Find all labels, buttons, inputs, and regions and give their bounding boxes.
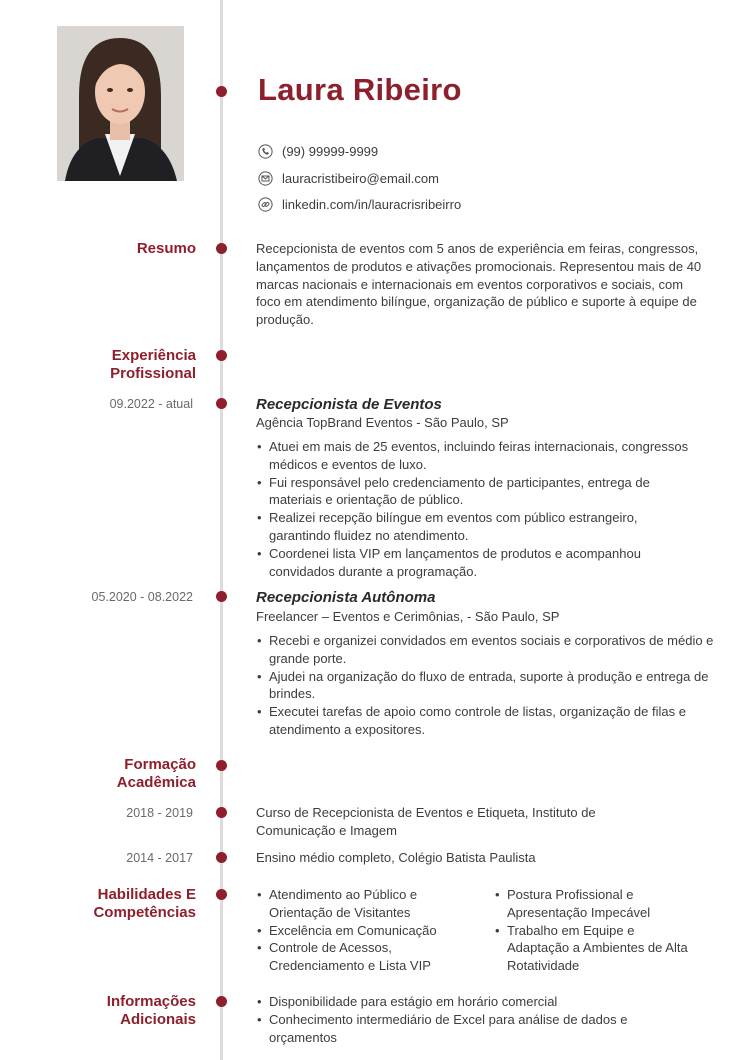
additional-list [256, 993, 676, 1046]
list-item: • Atendimento ao Público e Orientação de Visitantes [256, 886, 476, 922]
timeline-dot-summary [216, 243, 227, 254]
contact-email[interactable] [258, 171, 439, 186]
job-2-bullets [256, 632, 716, 739]
experience-title-line1: Experiência [111, 347, 196, 364]
contact-phone[interactable] [258, 144, 378, 159]
contact-email-text: lauracristibeiro@email.com [282, 171, 439, 186]
timeline-line [220, 0, 223, 1060]
job-1-bullets [256, 438, 696, 580]
job-2-title: Recepcionista Autônoma [256, 589, 436, 606]
list-item: • Ajudei na organização do fluxo de entrada, suporte à produção e entrega de brindes. [256, 668, 716, 704]
additional-title-line2: Adicionais [120, 1011, 196, 1028]
timeline-dot-edu-1 [216, 807, 227, 818]
timeline-dot-additional [216, 996, 227, 1007]
job-1-date: 09.2022 - atual [109, 397, 193, 411]
contact-linkedin[interactable] [258, 197, 461, 212]
list-item: • Recebi e organizei convidados em eventos sociais e corporativos de médio e grande porte. [256, 632, 716, 668]
contact-linkedin-text: linkedin.com/in/lauracrisribeirro [282, 197, 462, 212]
education-title-line1: Formação [124, 756, 196, 773]
list-item: • Atuei em mais de 25 eventos, incluindo feiras internacionais, congressos médicos e eventos de luxo. [256, 438, 696, 474]
experience-title-line2: Profissional [110, 365, 196, 382]
list-item: • Coordenei lista VIP em lançamentos de produtos e acompanhou convidados durante a programação. [256, 545, 696, 581]
profile-photo [57, 26, 184, 181]
summary-title-text: Resumo [136, 240, 196, 257]
edu-2-date: 2014 - 2017 [126, 851, 193, 865]
list-item: • Excelência em Comunicação [256, 922, 476, 940]
section-title-summary [137, 240, 196, 258]
skills-col-2 [494, 886, 694, 975]
timeline-dot-edu-2 [216, 852, 227, 863]
summary-text: Recepcionista de eventos com 5 anos de experiência em feiras, congressos, lançamentos de produtos e ativações promocionais. Representou mais de 40 marcas nacionais e internacionais em eventos corporativos e sociais, com foco em atendimento bilíngue, organização de público e suporte à equipe de produção. [256, 241, 702, 328]
additional-title-line1: Informações [106, 993, 196, 1010]
section-title-additional [107, 993, 196, 1029]
edu-2-text: Ensino médio completo, Colégio Batista Paulista [256, 850, 536, 865]
edu-1-text: Curso de Recepcionista de Eventos e Etiqueta, Instituto de Comunicação e Imagem [256, 805, 596, 838]
timeline-dot-job-1 [216, 398, 227, 409]
section-title-skills [93, 886, 196, 922]
job-2-date: 05.2020 - 08.2022 [91, 590, 193, 604]
section-title-education [117, 756, 196, 792]
list-item: • Controle de Acessos, Credenciamento e Lista VIP [256, 939, 476, 975]
list-item: • Executei tarefas de apoio como controle de listas, organização de filas e atendimento a expositores. [256, 703, 716, 739]
list-item: • Postura Profissional e Apresentação Impecável [494, 886, 694, 922]
education-title-line2: Acadêmica [116, 774, 196, 791]
skills-col-1 [256, 886, 476, 975]
edu-1-date: 2018 - 2019 [126, 806, 193, 820]
phone-icon [258, 144, 273, 159]
job-1-company: Agência TopBrand Eventos - São Paulo, SP [256, 415, 509, 430]
contact-phone-text: (99) 99999-9999 [282, 144, 379, 159]
skills-title-line2: Competências [93, 904, 196, 921]
skills-title-line1: Habilidades E [97, 886, 196, 903]
timeline-dot-experience [216, 350, 227, 361]
job-2-company: Freelancer – Eventos e Cerimônias, - São Paulo, SP [256, 609, 560, 624]
timeline-dot-skills [216, 889, 227, 900]
list-item: • Conhecimento intermediário de Excel para análise de dados e orçamentos [256, 1011, 676, 1047]
list-item: • Trabalho em Equipe e Adaptação a Ambientes de Alta Rotatividade [494, 922, 694, 975]
list-item: • Disponibilidade para estágio em horário comercial [256, 993, 676, 1011]
section-title-experience [110, 347, 196, 383]
timeline-dot-education [216, 760, 227, 771]
candidate-name: Laura Ribeiro [258, 72, 462, 107]
list-item: • Realizei recepção bilíngue em eventos com público estrangeiro, garantindo fluidez no atendimento. [256, 509, 696, 545]
timeline-dot-name [216, 86, 227, 97]
link-icon [258, 197, 273, 212]
list-item: • Fui responsável pelo credenciamento de participantes, entrega de materiais e orientação de público. [256, 474, 696, 510]
job-1-title: Recepcionista de Eventos [256, 396, 442, 413]
timeline-dot-job-2 [216, 591, 227, 602]
email-icon [258, 171, 273, 186]
